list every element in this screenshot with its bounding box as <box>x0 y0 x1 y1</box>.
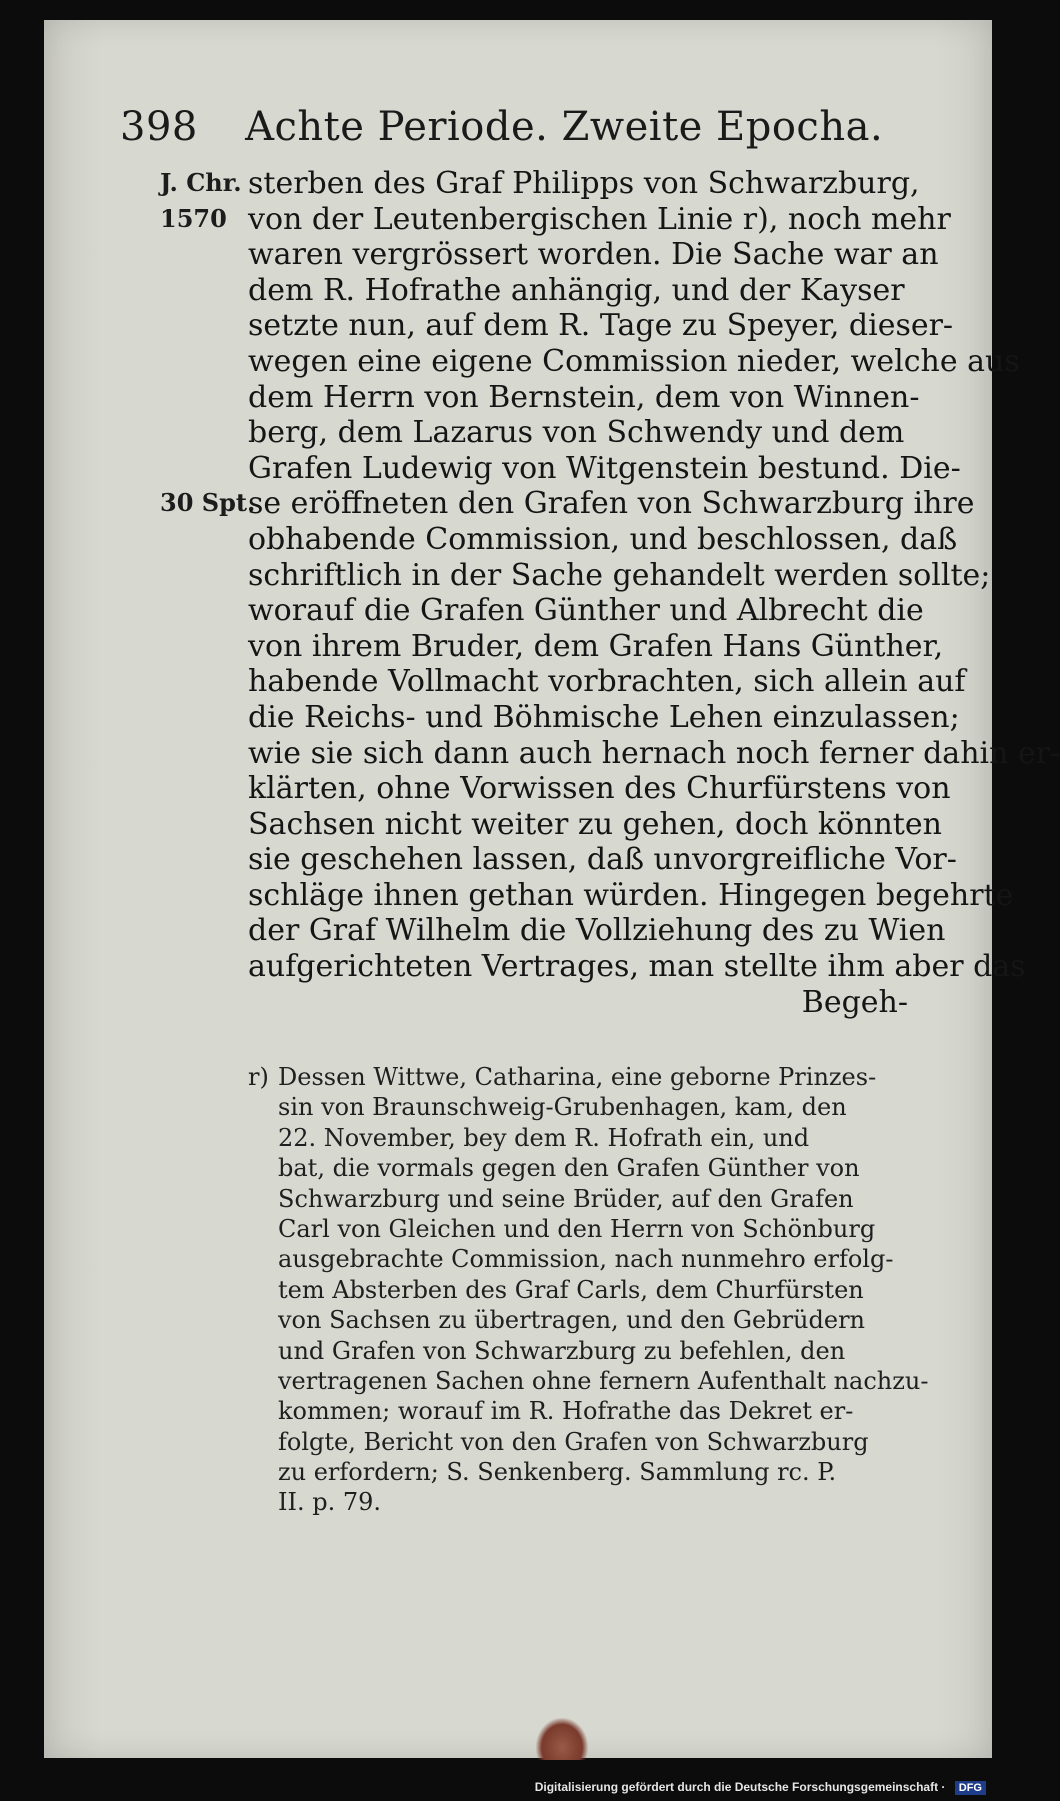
main-text <box>248 166 1060 1020</box>
running-title: Achte Periode. Zweite Epocha. <box>245 104 884 150</box>
footnote-line: tem Absterben des Graf Carls, dem Churfürsten <box>278 1275 864 1304</box>
margin-year-label: J. Chr. <box>160 168 242 197</box>
text-line: aufgerichteten Vertrages, man stellte ihm aber das <box>248 949 1026 985</box>
text-line: sterben des Graf Philipps von Schwarzburg, <box>248 166 920 201</box>
text-line: Sachsen nicht weiter zu gehen, doch könnten <box>248 806 942 842</box>
text-line: wegen eine eigene Commission nieder, welche aus <box>248 343 1020 379</box>
footnote-line: Carl von Gleichen und den Herrn von Schönburg <box>278 1214 876 1243</box>
text-line: sie geschehen lassen, daß unvorgreifliche Vor- <box>248 842 957 878</box>
footnote-marker: r) <box>248 1063 269 1091</box>
dfg-logo: DFG <box>955 1781 986 1795</box>
text-line: se eröffneten den Grafen von Schwarzburg ihre <box>248 486 975 522</box>
text-line: Grafen Ludewig von Witgenstein bestund. Die- <box>248 450 961 486</box>
digitization-credit <box>535 1780 986 1795</box>
footnote-line: II. p. 79. <box>278 1488 382 1517</box>
text-line: die Reichs- und Böhmische Lehen einzulassen; <box>248 699 960 735</box>
text-line: dem Herrn von Bernstein, dem von Winnen- <box>248 379 920 415</box>
text-line: klärten, ohne Vorwissen des Churfürstens von <box>248 771 951 807</box>
text-line: obhabende Commission, und beschlossen, daß <box>248 521 958 557</box>
footnote-line: sin von Braunschweig-Grubenhagen, kam, den <box>278 1093 847 1122</box>
text-line: habende Vollmacht vorbrachten, sich allein auf <box>248 664 966 700</box>
text-line: der Graf Wilhelm die Vollziehung des zu Wien <box>248 913 946 949</box>
margin-date-note: 30 Spt. <box>160 488 256 517</box>
footnote-line: und Grafen von Schwarzburg zu befehlen, den <box>278 1336 846 1365</box>
footnote-line: zu erfordern; S. Senkenberg. Sammlung rc. P. <box>278 1458 837 1487</box>
text-line: worauf die Grafen Günther und Albrecht die <box>248 593 924 629</box>
credit-text: Digitalisierung gefördert durch die Deutsche Forschungsgemeinschaft · <box>534 1780 946 1794</box>
text-line: waren vergrössert worden. Die Sache war an <box>248 237 939 273</box>
margin-year: 1570 <box>160 204 227 233</box>
text-line: schriftlich in der Sache gehandelt werden sollte; <box>248 557 991 593</box>
text-line: schläge ihnen gethan würden. Hingegen begehrte <box>248 877 1014 913</box>
footnote-line: von Sachsen zu übertragen, und den Gebrüdern <box>278 1306 866 1335</box>
footnote-line: bat, die vormals gegen den Grafen Günther von <box>278 1154 860 1183</box>
footnote-line: folgte, Bericht von den Grafen von Schwarzburg <box>278 1427 869 1456</box>
footnote-line: Dessen Wittwe, Catharina, eine geborne Prinzes- <box>278 1063 877 1091</box>
text-line: berg, dem Lazarus von Schwendy und dem <box>248 415 905 451</box>
thumb-at-page-edge <box>536 1718 588 1760</box>
text-line: wie sie sich dann auch hernach noch ferner dahin er- <box>248 735 1060 771</box>
text-line: von ihrem Bruder, dem Grafen Hans Günther, <box>248 628 944 664</box>
text-line: dem R. Hofrathe anhängig, und der Kayser <box>248 272 905 308</box>
catchword: Begeh- <box>801 984 908 1020</box>
footnote-line: Schwarzburg und seine Brüder, auf den Grafen <box>278 1184 854 1213</box>
footnote <box>248 1062 929 1518</box>
footnote-line: kommen; worauf im R. Hofrathe das Dekret er- <box>278 1397 854 1426</box>
footnote-line: ausgebrachte Commission, nach nunmehro erfolg- <box>278 1245 894 1274</box>
text-line: setzte nun, auf dem R. Tage zu Speyer, dieser- <box>248 308 954 344</box>
footnote-line: vertragenen Sachen ohne fernern Aufenthalt nachzu- <box>278 1366 929 1395</box>
text-line: von der Leutenbergischen Linie r), noch mehr <box>248 201 951 237</box>
footnote-line: 22. November, bey dem R. Hofrath ein, und <box>278 1123 810 1152</box>
page-number: 398 <box>120 104 198 150</box>
page-header <box>120 104 883 150</box>
